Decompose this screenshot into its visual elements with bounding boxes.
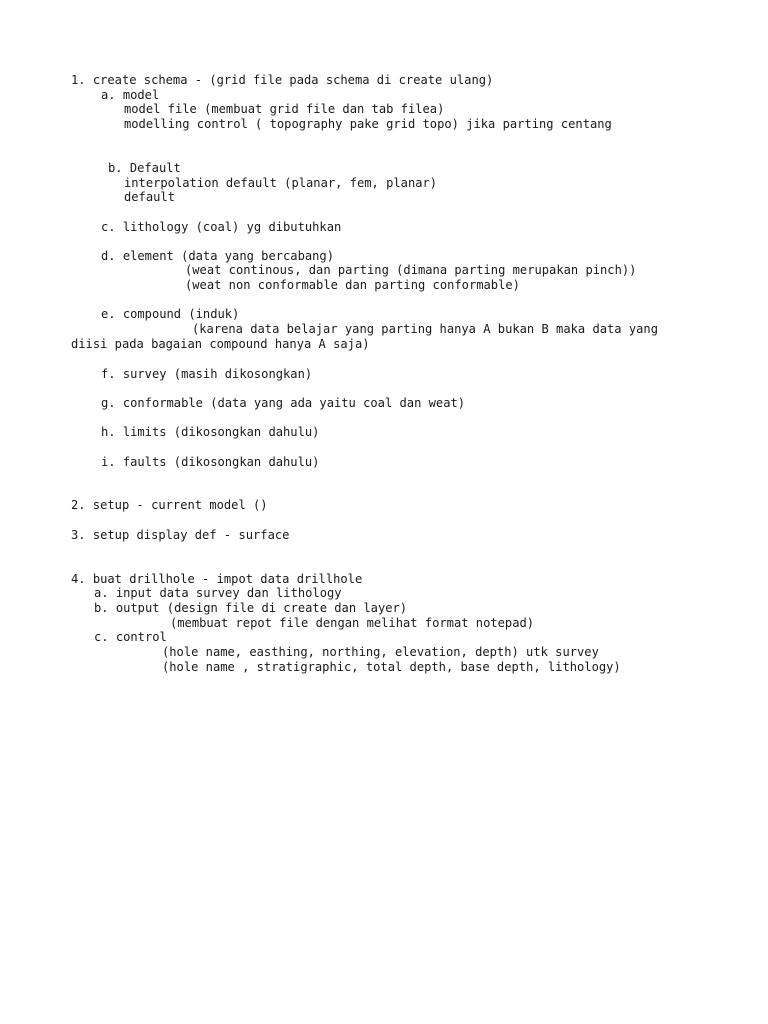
item-1e-line-1-wrap: diisi pada bagaian compound hanya A saja) [71, 337, 370, 351]
item-4c-line-1: (hole name, easthing, northing, elevation, depth) utk survey [162, 645, 599, 659]
item-4a-label: a. input data survey dan lithology [94, 586, 342, 600]
item-1e-line-1: (karena data belajar yang parting hanya A bukan B maka data yang [192, 322, 658, 336]
item-4b-label: b. output (design file di create dan layer) [94, 601, 408, 615]
item-1a-line-1: model file (membuat grid file dan tab filea) [124, 102, 445, 116]
section-4-heading: 4. buat drillhole - impot data drillhole [71, 572, 363, 586]
section-2-heading: 2. setup - current model () [71, 498, 268, 512]
item-4c-line-2: (hole name , stratigraphic, total depth, base depth, lithology) [162, 660, 621, 674]
item-1g-label: g. conformable (data yang ada yaitu coal dan weat) [101, 396, 466, 410]
item-4b-line-1: (membuat repot file dengan melihat format notepad) [170, 616, 535, 630]
item-1d-line-1: (weat continous, dan parting (dimana parting merupakan pinch)) [185, 263, 637, 277]
item-1e-label: e. compound (induk) [101, 307, 240, 321]
item-1h-label: h. limits (dikosongkan dahulu) [101, 425, 320, 439]
item-1b-label: b. Default [108, 161, 181, 175]
item-1a-label: a. model [101, 88, 160, 102]
item-4c-label: c. control [94, 630, 167, 644]
item-1d-label: d. element (data yang bercabang) [101, 249, 334, 263]
item-1d-line-2: (weat non conformable dan parting conformable) [185, 278, 520, 292]
item-1i-label: i. faults (dikosongkan dahulu) [101, 455, 320, 469]
section-1-heading: 1. create schema - (grid file pada schema di create ulang) [71, 73, 494, 87]
section-3-heading: 3. setup display def - surface [71, 528, 290, 542]
item-1c-label: c. lithology (coal) yg dibutuhkan [101, 220, 342, 234]
item-1b-line-1: interpolation default (planar, fem, planar) [124, 176, 438, 190]
item-1b-line-2: default [124, 190, 175, 204]
item-1a-line-2: modelling control ( topography pake grid topo) jika parting centang [124, 117, 612, 131]
item-1f-label: f. survey (masih dikosongkan) [101, 367, 313, 381]
